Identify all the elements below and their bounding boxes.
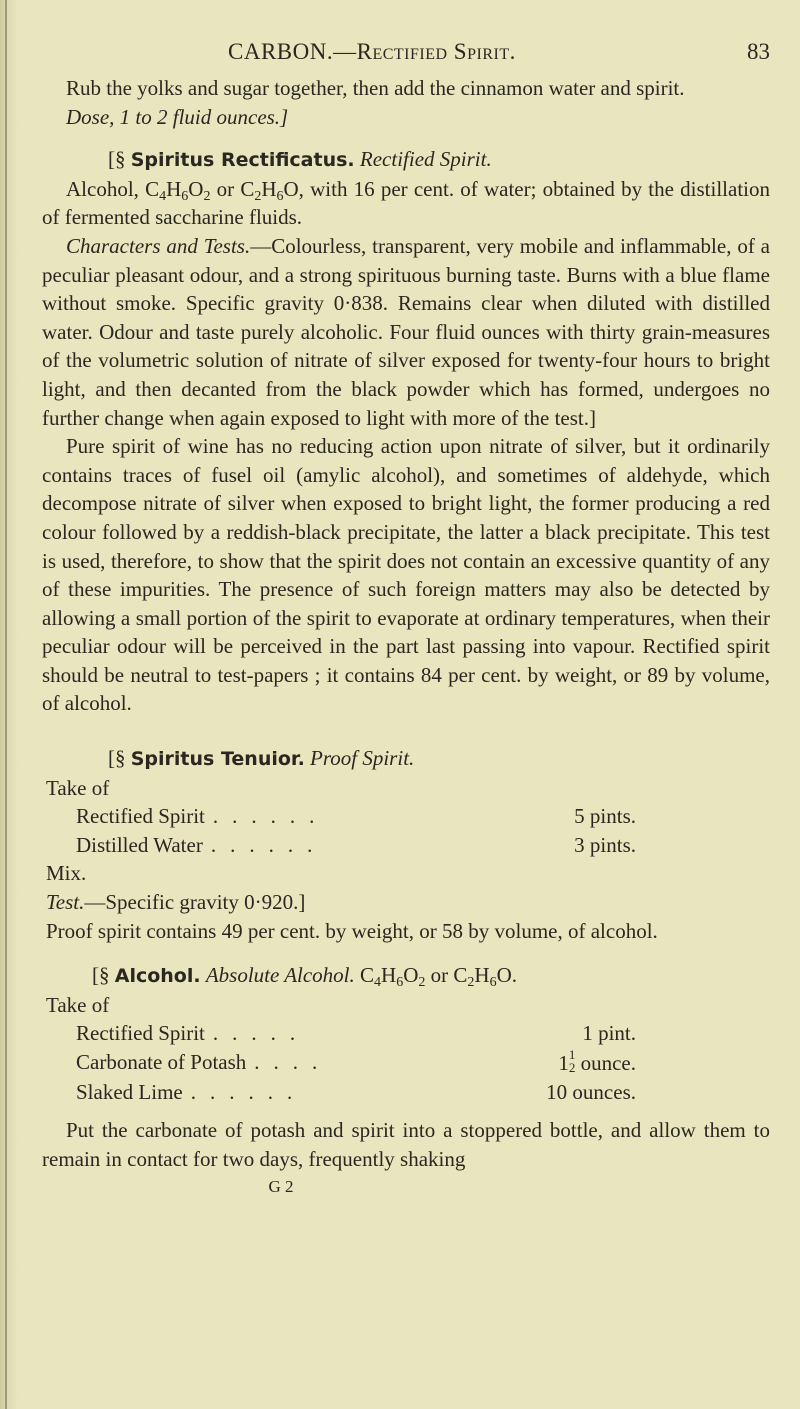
signature-mark: G 2 [268, 1177, 294, 1197]
recipe-row: Carbonate of Potash .... 11 2 ounce. [76, 1047, 636, 1075]
commentary-absolute: Put the carbonate of potash and spirit into a stoppered bottle, and allow them to remain in contact for two days, frequently shaking [42, 1118, 770, 1171]
heading-absolute-alcohol: [§ Alcohol. Absolute Alcohol. $C_4H_6O_2$ or $C_2H_6O$. [92, 963, 517, 991]
paragraph-intro: Rub the yolks and sugar together, then add the cinnamon water and spirit. [66, 76, 685, 100]
page-header [42, 38, 770, 74]
heading-proof-spirit: [§ Spiritus Tenuior. Proof Spirit. [108, 746, 415, 771]
binding-edge-line [5, 0, 7, 1409]
running-head: CARBON.—Rectified Spirit. [228, 39, 516, 64]
page-number: 83 [747, 39, 770, 64]
mix-label: Mix. [46, 861, 87, 886]
take-of-label: Take of [46, 775, 110, 800]
take-of-label: Take of [46, 992, 110, 1017]
recipe-row: Distilled Water ...... 3 pints. [76, 832, 636, 857]
recipe-row: Rectified Spirit ...... 5 pints. [76, 804, 636, 829]
page-gutter-shadow [0, 0, 18, 1409]
recipe-row: Rectified Spirit ..... 1 pint. [76, 1021, 636, 1046]
commentary-proof: Proof spirit contains 49 per cent. by weight, or 58 by volume, of alcohol. [46, 918, 658, 943]
test-line: Test.—Specific gravity 0·920.] [46, 890, 306, 915]
book-page [42, 38, 770, 1202]
fraction-half: 1 2 [568, 1047, 576, 1075]
formula-paragraph: Alcohol, $C_4H_6O_2$ or $C_2H_6O$, with 16 per cent. of water; obtained by the distillation of fermented saccharine fluids. [42, 176, 770, 230]
dose-line: Dose, 1 to 2 fluid ounces.] [66, 104, 289, 129]
recipe-row: Slaked Lime ...... 10 ounces. [76, 1079, 636, 1104]
heading-rectified-spirit: [§ Spiritus Rectificatus. Rectified Spirit. [108, 147, 492, 172]
characters-paragraph: Characters and Tests.—Colourless, transparent, very mobile and inflammable, of a peculiar pleasant odour, and a strong spirituous burning taste. Burns with a blue flame without smoke. Specific gravity 0·838. Remains clear when diluted with distilled water. Odour and taste purely alcoholic. Four fluid ounces with thirty grain-measures of the volumetric solution of nitrate of silver exposed for twenty-four hours to bright light, and then decanted from the black powder which has formed, undergoes no further change when again exposed to light with more of the test.] [42, 233, 770, 430]
commentary-rectified: Pure spirit of wine has no reducing action upon nitrate of silver, but it ordinarily contains traces of fusel oil (amylic alcohol), and sometimes of aldehyde, which decompose nitrate of silver when exposed to bright light, the former producing a red colour followed by a reddish-black precipitate, the latter a black precipitate. This test is used, therefore, to show that the spirit does not contain an excessive quantity of any of these impurities. The presence of such foreign matters may also be detected by allowing a small portion of the spirit to evaporate at ordinary temperatures, when their peculiar odour will be perceived in the part last passing into vapour. Rectified spirit should be neutral to test-papers ; it contains 84 per cent. by weight, or 89 by volume, of alcohol. [42, 434, 770, 716]
